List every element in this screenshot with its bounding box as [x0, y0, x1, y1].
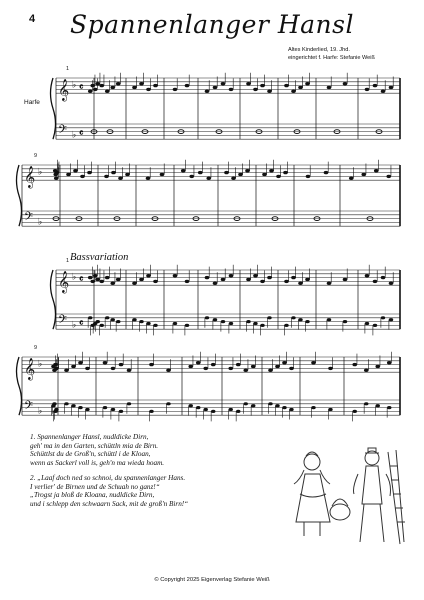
- note-head: [284, 84, 289, 87]
- note-head: [185, 324, 189, 327]
- note-head: [224, 171, 229, 174]
- note-head: [78, 361, 83, 364]
- note-head: [132, 282, 137, 285]
- note-head: [253, 322, 257, 325]
- treble-clef-icon: 𝄞: [24, 358, 36, 381]
- note-head: [85, 367, 90, 370]
- note-head: [246, 278, 251, 281]
- lyric-line: 1. Spannenlanger Hansl, nudldicke Dirn,: [30, 433, 149, 441]
- note-head: [221, 82, 226, 85]
- note-head: [88, 276, 93, 279]
- note-head: [80, 175, 85, 178]
- note-head: [289, 367, 294, 370]
- note-head: [291, 90, 296, 93]
- note-head: [211, 363, 216, 366]
- note-head: [365, 88, 370, 91]
- note-head: [236, 410, 240, 413]
- note-head: [381, 276, 386, 279]
- note-head: [93, 274, 98, 277]
- note-head: [203, 367, 208, 370]
- note-head: [229, 322, 233, 325]
- note-head: [251, 365, 256, 368]
- treble-clef-icon: 𝄞: [58, 271, 70, 294]
- common-time-icon: 𝄴: [79, 318, 84, 330]
- note-head: [275, 365, 280, 368]
- note-head: [105, 316, 109, 319]
- note-head: [111, 171, 116, 174]
- note-head: [88, 316, 92, 319]
- note-head: [95, 82, 100, 85]
- note-head: [306, 175, 311, 178]
- note-head: [298, 86, 303, 89]
- credit-line-source: Altes Kinderlied, 19. Jhd.: [288, 47, 350, 53]
- note-head: [146, 88, 151, 91]
- note-head: [268, 402, 272, 405]
- note-head: [189, 175, 194, 178]
- brace-icon: [17, 165, 22, 226]
- note-head: [166, 402, 170, 405]
- note-head: [305, 82, 310, 85]
- note-head: [91, 324, 95, 327]
- note-head: [311, 361, 316, 364]
- note-head: [111, 367, 116, 370]
- credit-line-arranger: eingerichtet f. Harfe: Stefanie Weiß: [288, 55, 375, 61]
- note-head: [149, 363, 154, 366]
- common-time-icon: 𝄴: [79, 82, 84, 94]
- note-head: [153, 324, 157, 327]
- note-head: [283, 171, 288, 174]
- note-head: [205, 90, 210, 93]
- note-head: [71, 365, 76, 368]
- note-head: [221, 320, 225, 323]
- note-head: [386, 175, 391, 178]
- note-head: [373, 280, 378, 283]
- note-head: [139, 278, 144, 281]
- note-head: [260, 280, 265, 283]
- system-number: 9: [34, 345, 38, 351]
- note-head: [269, 169, 274, 172]
- note-head: [353, 410, 357, 413]
- note-head: [139, 320, 143, 323]
- note-head: [87, 171, 92, 174]
- note-head: [352, 363, 357, 366]
- note-head: [284, 280, 289, 283]
- note-head: [291, 276, 296, 279]
- note-head: [125, 173, 130, 176]
- note-head: [99, 84, 104, 87]
- note-head: [189, 404, 193, 407]
- note-head: [64, 402, 68, 405]
- note-head: [105, 276, 110, 279]
- note-head: [71, 404, 75, 407]
- children-illustration: [280, 444, 405, 554]
- note-head: [118, 177, 123, 180]
- note-head: [213, 282, 218, 285]
- note-head: [146, 322, 150, 325]
- treble-clef-icon: 𝄞: [58, 79, 70, 102]
- note-head: [231, 177, 236, 180]
- note-head: [298, 318, 302, 321]
- note-head: [88, 90, 93, 93]
- note-head: [111, 408, 115, 411]
- note-head: [53, 173, 58, 176]
- note-head: [381, 316, 385, 319]
- treble-clef-icon: 𝄞: [24, 166, 36, 189]
- lyric-line: „Trogst ja bloß de Kloana, nudldicke Dirn,: [30, 491, 155, 499]
- note-head: [54, 177, 59, 180]
- instrument-label: Harfe: [24, 99, 40, 106]
- flat-icon: ♭: [38, 406, 43, 417]
- flat-icon: ♭: [72, 130, 77, 141]
- note-head: [105, 90, 110, 93]
- note-head: [103, 406, 107, 409]
- note-head: [327, 86, 332, 89]
- note-head: [236, 363, 241, 366]
- note-head: [327, 282, 332, 285]
- note-head: [389, 318, 393, 321]
- note-head: [196, 406, 200, 409]
- lyric-line: geh' ma in den Garten, schüttln mia de Birn.: [30, 441, 159, 450]
- note-head: [173, 322, 177, 325]
- note-head: [127, 402, 131, 405]
- note-head: [52, 369, 57, 372]
- flat-icon: ♭: [38, 167, 43, 178]
- note-head: [389, 86, 394, 89]
- note-head: [188, 365, 193, 368]
- note-head: [389, 282, 394, 285]
- note-head: [349, 177, 354, 180]
- note-head: [149, 410, 153, 413]
- note-head: [387, 361, 392, 364]
- note-head: [229, 408, 233, 411]
- note-head: [365, 322, 369, 325]
- common-time-icon: 𝄴: [79, 128, 84, 140]
- note-head: [119, 363, 124, 366]
- note-head: [213, 318, 217, 321]
- note-head: [365, 274, 370, 277]
- note-head: [284, 324, 288, 327]
- note-head: [291, 316, 295, 319]
- note-head: [260, 84, 265, 87]
- note-head: [238, 173, 243, 176]
- note-head: [103, 361, 108, 364]
- note-head: [204, 408, 208, 411]
- note-head: [267, 276, 272, 279]
- note-head: [181, 169, 186, 172]
- note-head: [104, 175, 109, 178]
- note-head: [196, 361, 201, 364]
- note-head: [132, 318, 136, 321]
- page-title: Spannenlanger Hansl: [70, 10, 354, 39]
- note-head: [51, 365, 56, 368]
- note-head: [132, 86, 137, 89]
- note-head: [373, 324, 377, 327]
- brace-icon: [51, 78, 56, 139]
- note-head: [221, 278, 226, 281]
- system-number: 1: [66, 258, 70, 264]
- note-head: [343, 320, 347, 323]
- note-head: [198, 171, 203, 174]
- note-head: [166, 369, 171, 372]
- note-head: [116, 320, 120, 323]
- system-number: 1: [66, 66, 70, 72]
- note-head: [375, 365, 380, 368]
- note-head: [153, 280, 158, 283]
- note-head: [119, 410, 123, 413]
- note-head: [64, 369, 69, 372]
- note-head: [53, 410, 57, 413]
- note-head: [51, 404, 55, 407]
- bass-clef-icon: 𝄢: [24, 210, 34, 227]
- note-head: [205, 316, 209, 319]
- lyrics: [30, 433, 270, 515]
- note-head: [211, 410, 215, 413]
- note-head: [311, 406, 315, 409]
- lyric-line: und i schlepp den schwaarn Sack, mit de groß'n Birn!“: [30, 499, 189, 508]
- note-head: [73, 169, 78, 172]
- note-head: [268, 369, 273, 372]
- note-head: [53, 169, 58, 172]
- note-head: [282, 361, 287, 364]
- note-head: [364, 402, 368, 405]
- verse-1: [30, 433, 270, 467]
- note-head: [229, 274, 234, 277]
- note-head: [245, 169, 250, 172]
- note-head: [246, 82, 251, 85]
- note-head: [100, 324, 104, 327]
- note-head: [364, 369, 369, 372]
- note-head: [276, 175, 281, 178]
- note-head: [111, 318, 115, 321]
- note-head: [267, 316, 271, 319]
- note-head: [244, 402, 248, 405]
- note-head: [206, 177, 211, 180]
- note-head: [95, 278, 100, 281]
- note-head: [90, 280, 95, 283]
- note-head: [116, 82, 121, 85]
- note-head: [99, 280, 104, 283]
- note-head: [146, 177, 151, 180]
- brace-icon: [51, 270, 56, 329]
- note-head: [253, 88, 258, 91]
- note-head: [324, 171, 329, 174]
- note-head: [262, 173, 267, 176]
- note-head: [205, 276, 210, 279]
- note-head: [327, 318, 331, 321]
- copyright: © Copyright 2025 Eigenverlag Stefanie Weiß: [154, 577, 270, 583]
- note-head: [93, 88, 98, 91]
- note-head: [228, 367, 233, 370]
- note-head: [253, 274, 258, 277]
- note-head: [185, 280, 190, 283]
- note-head: [146, 274, 151, 277]
- note-head: [343, 278, 348, 281]
- note-head: [387, 406, 391, 409]
- lyric-line: I verlier' de Birnen und de Schuah no ganz!“: [30, 482, 160, 491]
- note-head: [246, 320, 250, 323]
- flat-icon: ♭: [72, 320, 77, 331]
- note-head: [305, 278, 310, 281]
- section-label: Bassvariation: [70, 252, 129, 263]
- note-head: [185, 84, 190, 87]
- note-head: [173, 274, 178, 277]
- common-time-icon: 𝄴: [79, 274, 84, 286]
- note-head: [213, 86, 218, 89]
- note-head: [361, 173, 366, 176]
- system-number: 9: [34, 153, 38, 159]
- lyric-line: Schüttlst du de Groß'n, schüttl i de Kloan,: [30, 450, 151, 458]
- note-head: [110, 86, 115, 89]
- note-head: [260, 324, 264, 327]
- note-head: [116, 278, 121, 281]
- bass-clef-icon: 𝄢: [58, 123, 68, 140]
- verse-2: [30, 474, 270, 508]
- note-head: [160, 173, 165, 176]
- note-head: [374, 169, 379, 172]
- note-head: [381, 90, 386, 93]
- bass-clef-icon: 𝄢: [58, 313, 68, 330]
- note-head: [66, 173, 71, 176]
- note-head: [282, 406, 286, 409]
- brace-icon: [17, 357, 22, 415]
- flat-icon: ♭: [38, 217, 43, 228]
- note-head: [78, 406, 82, 409]
- note-head: [305, 320, 309, 323]
- note-head: [289, 408, 293, 411]
- note-head: [376, 404, 380, 407]
- note-head: [85, 408, 89, 411]
- note-head: [343, 82, 348, 85]
- note-head: [328, 408, 332, 411]
- lyric-line: wenn as Sackerl voll is, geh'n ma wieda hoam.: [30, 458, 165, 467]
- note-head: [153, 84, 158, 87]
- note-head: [251, 404, 255, 407]
- flat-icon: ♭: [38, 359, 43, 370]
- note-head: [373, 84, 378, 87]
- bass-clef-icon: 𝄢: [24, 399, 34, 416]
- note-head: [139, 82, 144, 85]
- note-head: [328, 367, 333, 370]
- note-head: [229, 88, 234, 91]
- note-head: [127, 369, 132, 372]
- page-number: 4: [29, 13, 36, 25]
- flat-icon: ♭: [72, 80, 77, 91]
- lyric-line: 2. „Laaf doch ned so schnoi, du spannenlanger Hans.: [30, 474, 186, 482]
- note-head: [90, 84, 95, 87]
- note-head: [298, 282, 303, 285]
- note-head: [173, 88, 178, 91]
- note-head: [267, 90, 272, 93]
- note-head: [243, 369, 248, 372]
- flat-icon: ♭: [72, 272, 77, 283]
- note-head: [110, 282, 115, 285]
- note-head: [275, 404, 279, 407]
